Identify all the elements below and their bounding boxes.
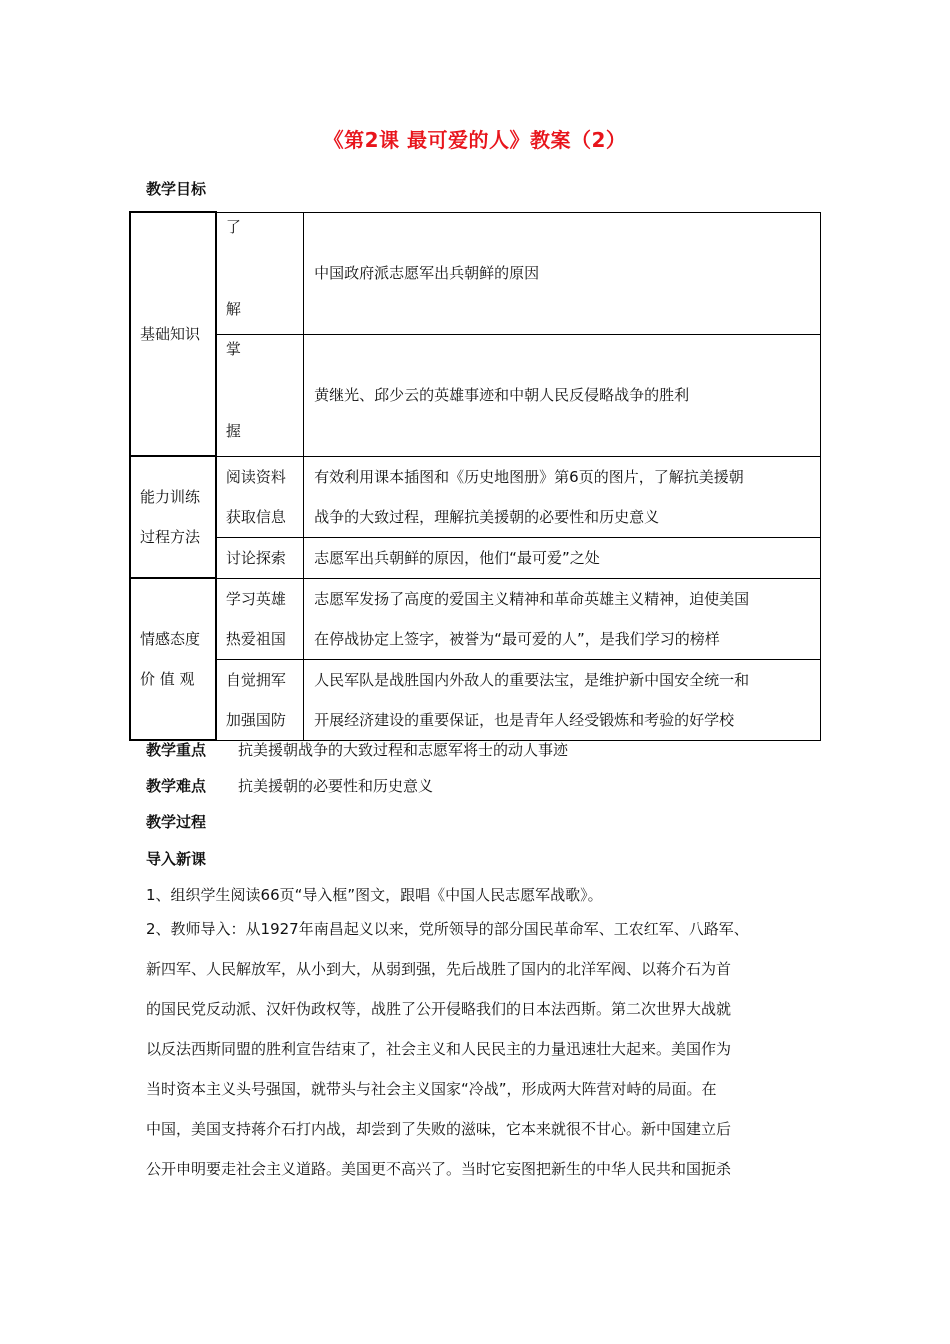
- sub-understand-top: 了: [225, 217, 241, 236]
- difficult-point-label: 教学难点: [146, 777, 207, 795]
- desc-master: 黄继光、邱少云的英雄事迹和中朝人民反侵略战争的胜利: [304, 334, 821, 456]
- desc-reading-line1: 有效利用课本插图和《历史地图册》第6页的图片，了解抗美援朝: [314, 467, 744, 486]
- sub-reading-line1: 阅读资料: [225, 467, 286, 486]
- desc-heroes-line2: 在停战协定上签字，被誉为“最可爱的人”，是我们学习的榜样: [314, 629, 720, 648]
- process-heading: 教学过程: [146, 813, 207, 831]
- category-emotion: [130, 578, 216, 740]
- paragraph-2-line: 的国民党反动派、汉奸伪政权等，战胜了公开侵略我们的日本法西斯。第二次世界大战就: [146, 1000, 732, 1018]
- desc-heroes: [304, 578, 821, 659]
- paragraph-2-line: 公开申明要走社会主义道路。美国更不高兴了。当时它妄图把新生的中华人民共和国扼杀: [146, 1160, 732, 1178]
- objectives-heading: 教学目标: [146, 180, 207, 198]
- objectives-table: [129, 211, 821, 741]
- category-basic-knowledge: [130, 212, 216, 456]
- sub-defense: [216, 659, 304, 740]
- desc-defense-line1: 人民军队是战胜国内外敌人的重要法宝，是维护新中国安全统一和: [314, 670, 750, 689]
- paragraph-2-line: 2、教师导入：从1927年南昌起义以来，党所领导的部分国民革命军、工农红军、八路军、: [146, 920, 749, 938]
- sub-discussion: 讨论探索: [216, 537, 304, 578]
- sub-heroes-line1: 学习英雄: [225, 589, 286, 608]
- paragraph-1: 1、组织学生阅读66页“导入框”图文，跟唱《中国人民志愿军战歌》。: [146, 886, 603, 904]
- desc-reading-line2: 战争的大致过程，理解抗美援朝的必要性和历史意义: [314, 507, 660, 526]
- desc-discussion: 志愿军出兵朝鲜的原因，他们“最可爱”之处: [304, 537, 821, 578]
- sub-understand: [216, 212, 304, 334]
- category-emotion-line2: 价 值 观: [140, 670, 195, 688]
- category-ability-line2: 过程方法: [140, 528, 201, 546]
- sub-defense-line1: 自觉拥军: [225, 670, 286, 689]
- sub-master: [216, 334, 304, 456]
- page-title: 《第2课 最可爱的人》教案（2）: [323, 128, 627, 152]
- paragraph-2-line: 当时资本主义头号强国，就带头与社会主义国家“冷战”，形成两大阵营对峙的局面。在: [146, 1080, 717, 1098]
- desc-understand: 中国政府派志愿军出兵朝鲜的原因: [304, 212, 821, 334]
- sub-defense-line2: 加强国防: [225, 710, 286, 729]
- key-point-label: 教学重点: [146, 741, 207, 759]
- category-ability: [130, 456, 216, 578]
- paragraph-2-line: 以反法西斯同盟的胜利宣告结束了，社会主义和人民民主的力量迅速壮大起来。美国作为: [146, 1040, 732, 1058]
- sub-master-bottom: 握: [225, 421, 241, 440]
- desc-reading: [304, 456, 821, 537]
- category-emotion-line1: 情感态度: [140, 630, 201, 648]
- category-ability-line1: 能力训练: [140, 488, 201, 506]
- paragraph-2-line: 新四军、人民解放军，从小到大，从弱到强，先后战胜了国内的北洋军阀、以蒋介石为首: [146, 960, 732, 978]
- desc-heroes-line1: 志愿军发扬了高度的爱国主义精神和革命英雄主义精神，迫使美国: [314, 589, 750, 608]
- sub-reading-line2: 获取信息: [225, 507, 286, 526]
- desc-defense-line2: 开展经济建设的重要保证，也是青年人经受锻炼和考验的好学校: [314, 710, 735, 729]
- desc-defense: [304, 659, 821, 740]
- paragraph-2: [146, 909, 826, 1189]
- paragraph-2-line: 中国，美国支持蒋介石打内战，却尝到了失败的滋味，它本来就很不甘心。新中国建立后: [146, 1120, 732, 1138]
- sub-understand-bottom: 解: [225, 299, 241, 318]
- sub-heroes: [216, 578, 304, 659]
- difficult-point-text: 抗美援朝的必要性和历史意义: [238, 777, 434, 795]
- key-point-text: 抗美援朝战争的大致过程和志愿军将士的动人事迹: [238, 741, 569, 759]
- sub-heroes-line2: 热爱祖国: [225, 629, 286, 648]
- sub-reading: [216, 456, 304, 537]
- sub-master-top: 掌: [225, 339, 241, 358]
- intro-heading: 导入新课: [146, 850, 207, 868]
- category-basic-label: 基础知识: [140, 325, 201, 343]
